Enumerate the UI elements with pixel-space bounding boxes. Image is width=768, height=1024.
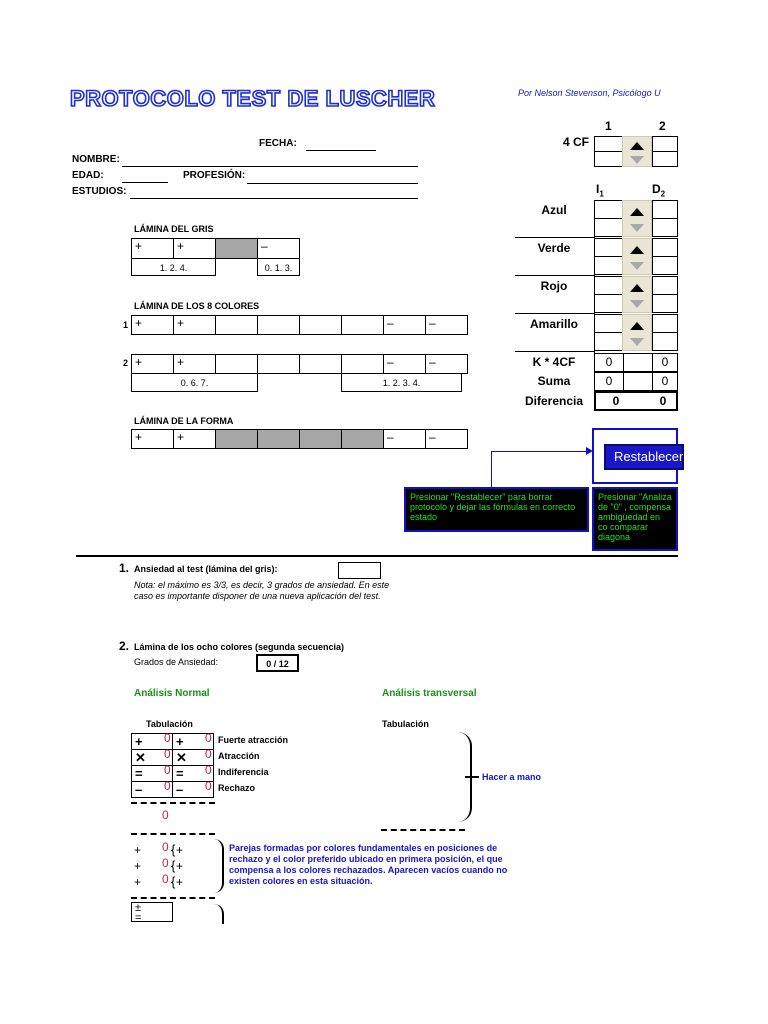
pair-brace-3: {: [171, 874, 176, 889]
color-cell-1a[interactable]: [594, 200, 624, 219]
dash-separator-1: [131, 802, 215, 804]
arrow-line-h: [491, 451, 591, 452]
color-cell-2d[interactable]: [652, 256, 678, 275]
page-title: PROTOCOLO TEST DE LUSCHER: [70, 86, 436, 111]
section1-result-box: [338, 562, 381, 579]
cf-cell-2a[interactable]: [652, 136, 678, 152]
col-header-2: 2: [659, 119, 666, 133]
color-label-1: Azul: [541, 203, 567, 217]
color-cell-1c[interactable]: [652, 200, 678, 219]
row1-index: 1: [123, 320, 129, 330]
lamina-gris-title: LÁMINA DEL GRIS: [134, 224, 214, 234]
section2-number: 2.: [119, 639, 130, 653]
gris-cell-gray: [215, 238, 258, 259]
edad-label: EDAD:: [72, 170, 104, 181]
spin-up-icon[interactable]: [630, 208, 644, 216]
k-value-1: 0: [594, 353, 624, 372]
forma-row-cell-8[interactable]: –: [425, 429, 468, 449]
forma-row-cell-1[interactable]: +: [131, 429, 174, 449]
nombre-label: NOMBRE:: [72, 154, 120, 165]
colores-row2-cell-1[interactable]: +: [131, 354, 174, 374]
forma-row-cell-6: [341, 429, 384, 449]
color-spinner-1[interactable]: [622, 200, 652, 237]
analisis-normal-label: Análisis Normal: [134, 688, 210, 699]
colores-row2-cell-6[interactable]: [341, 354, 384, 374]
colores-row2-cell-3[interactable]: [215, 354, 258, 374]
colores-row2-cell-5[interactable]: [299, 354, 342, 374]
restablecer-button[interactable]: Restablecer: [604, 444, 684, 470]
color-cell-3b[interactable]: [594, 294, 624, 313]
gris-cell-2[interactable]: +: [173, 238, 216, 259]
color-cell-2b[interactable]: [594, 256, 624, 275]
profesion-label: PROFESIÓN:: [183, 170, 246, 181]
tab-zero-b-3: 0: [205, 763, 212, 777]
brace-tip: [465, 776, 479, 778]
color-cell-2c[interactable]: [652, 238, 678, 257]
gris-cell-4[interactable]: –: [257, 238, 300, 259]
color-cell-3c[interactable]: [652, 276, 678, 295]
colores-row1-cell-3[interactable]: [215, 315, 258, 335]
tab-label-3: Indiferencia: [218, 767, 269, 777]
pair-plus-a-1: +: [134, 843, 142, 857]
k-spacer: [623, 353, 653, 372]
tab-sym-b-3: =: [172, 765, 214, 782]
color-cell-1b[interactable]: [594, 218, 624, 237]
spin-down-icon[interactable]: [630, 262, 644, 270]
i-sub: 1: [599, 189, 604, 199]
diferencia-value-1: 0: [612, 394, 620, 408]
brace-parejas: [214, 839, 224, 893]
pair-plus-a-3: +: [134, 875, 142, 889]
pair-zero-1: 0: [162, 840, 169, 854]
pair-plus-b-1: +: [176, 843, 184, 857]
dash-separator-3: [131, 897, 215, 899]
tab-sym-b-2: ✕: [172, 749, 214, 766]
dash-separator-transversal: [381, 829, 465, 831]
pair-brace-2: {: [171, 858, 176, 873]
cf-spinner[interactable]: [622, 136, 652, 167]
cf-label: 4 CF: [563, 135, 590, 149]
color-row-line-3: [515, 313, 594, 314]
tab-zero-b-4: 0: [205, 779, 212, 793]
tab-sym-a-3: =: [131, 765, 173, 782]
section1-title: Ansiedad al test (lámina del gris):: [134, 564, 278, 574]
i1-header: [596, 182, 604, 198]
spin-down-icon[interactable]: [630, 300, 644, 308]
pair-plus-b-3: +: [176, 875, 184, 889]
forma-row-cell-2[interactable]: +: [173, 429, 216, 449]
tab-label-2: Atracción: [218, 751, 260, 761]
plusminus-symbol: ±: [135, 902, 142, 914]
colores-result-right: 1. 2. 3. 4.: [341, 373, 462, 392]
spin-up-icon[interactable]: [630, 246, 644, 254]
tab-label-4: Rechazo: [218, 783, 256, 793]
colores-row1-cell-6[interactable]: [341, 315, 384, 335]
pair-plus-a-2: +: [134, 859, 142, 873]
colores-row2-cell-8[interactable]: –: [425, 354, 468, 374]
colores-row1-cell-5[interactable]: [299, 315, 342, 335]
colores-row2-cell-4[interactable]: [257, 354, 300, 374]
color-cell-4d[interactable]: [652, 332, 678, 351]
colores-row1-cell-2[interactable]: +: [173, 315, 216, 335]
forma-row-cell-5: [299, 429, 342, 449]
color-spinner-2[interactable]: [622, 238, 652, 275]
color-label-3: Rojo: [540, 279, 568, 293]
color-cell-4c[interactable]: [652, 314, 678, 333]
colores-row1-cell-4[interactable]: [257, 315, 300, 335]
colores-row1-cell-1[interactable]: +: [131, 315, 174, 335]
colores-row2-cell-2[interactable]: +: [173, 354, 216, 374]
parejas-note: Parejas formadas por colores fundamentales en posiciones de rechazo y el color preferido ubicado en primera posición, el que compensa a los colores rechazados. Aparecen vacíos cuando no existen colores en esta situación.: [229, 843, 508, 886]
forma-row-cell-3: [215, 429, 258, 449]
colores-row1-cell-7[interactable]: –: [383, 315, 426, 335]
section-divider: [76, 555, 678, 557]
section1-number: 1.: [119, 561, 130, 575]
color-cell-4b[interactable]: [594, 332, 624, 351]
tabulacion-transversal-label: Tabulación: [382, 719, 429, 729]
grados-label: Grados de Ansiedad:: [134, 657, 219, 667]
note-restablecer: Presionar "Restablecer" para borrar protocolo y dejar las fórmulas en correcto estado: [404, 487, 589, 532]
tab-sym-a-4: –: [131, 781, 173, 798]
tab-sym-a-2: ✕: [131, 749, 173, 766]
suma-spacer: [623, 372, 653, 391]
tab-zero-a-4: 0: [164, 779, 171, 793]
gris-result-left: 1. 2. 4.: [131, 258, 216, 276]
suma-label: Suma: [537, 374, 571, 388]
spin-down-icon[interactable]: [630, 156, 644, 164]
spin-up-icon[interactable]: [630, 142, 644, 150]
spin-up-icon[interactable]: [630, 322, 644, 330]
suma-value-2: 0: [652, 372, 678, 391]
color-spinner-3[interactable]: [622, 276, 652, 313]
color-row-line-4: [515, 351, 594, 352]
estudios-label: ESTUDIOS:: [72, 186, 127, 197]
cf-cell-1b[interactable]: [594, 151, 624, 167]
lamina-colores-title: LÁMINA DE LOS 8 COLORES: [134, 301, 260, 311]
color-label-2: Verde: [537, 241, 571, 255]
fecha-label: FECHA:: [259, 138, 297, 149]
arrow-line-v: [491, 451, 492, 488]
note-analizar: Presionar "Analiza de "0" , compensa ambigüedad en co comparar diagona: [592, 487, 678, 551]
spin-up-icon[interactable]: [630, 284, 644, 292]
author-credit: Por Nelson Stevenson, Psicólogo U: [518, 88, 661, 98]
equals-symbol: =: [135, 912, 142, 924]
color-cell-2a[interactable]: [594, 238, 624, 257]
edad-field[interactable]: [122, 172, 168, 183]
brace-bottom: [214, 904, 224, 924]
cf-cell-2b[interactable]: [652, 151, 678, 167]
restablecer-frame: [592, 428, 684, 484]
section1-note: Nota: el máximo es 3/3, es decir, 3 grados de ansiedad. En este caso es importante disponer de una nueva aplicación del test.: [134, 580, 390, 601]
colores-result-left: 0. 6. 7.: [131, 373, 258, 392]
pair-plus-b-2: +: [176, 859, 184, 873]
gris-cell-1[interactable]: +: [131, 238, 174, 259]
colores-row2-cell-7[interactable]: –: [383, 354, 426, 374]
color-cell-4a[interactable]: [594, 314, 624, 333]
tab-sym-a-1: +: [131, 733, 173, 750]
tab-label-1: Fuerte atracción: [218, 735, 289, 745]
tab-zero-b-1: 0: [205, 731, 212, 745]
grados-value: 0 / 12: [256, 654, 299, 672]
d-sub: 2: [660, 189, 666, 199]
colores-row1-cell-8[interactable]: –: [425, 315, 468, 335]
tab-zero-a-3: 0: [164, 763, 171, 777]
pair-brace-1: {: [171, 842, 176, 857]
tab-zero-b-2: 0: [205, 747, 212, 761]
forma-row-cell-7[interactable]: –: [383, 429, 426, 449]
k-value-2: 0: [652, 353, 678, 372]
profesion-field[interactable]: [247, 173, 418, 184]
analisis-transversal-label: Análisis transversal: [382, 688, 477, 699]
section2-title: Lámina de los ocho colores (segunda secuencia): [134, 642, 345, 652]
tabulacion-label: Tabulación: [146, 719, 193, 729]
plusminus-box: [131, 902, 173, 922]
diferencia-value-2: 0: [659, 394, 667, 408]
cf-cell-1a[interactable]: [594, 136, 624, 152]
forma-row-cell-4: [257, 429, 300, 449]
tab-sym-b-4: –: [172, 781, 214, 798]
diferencia-box: [594, 391, 678, 411]
estudios-field[interactable]: [130, 188, 418, 199]
lamina-forma-title: LÁMINA DE LA FORMA: [134, 416, 234, 426]
col-header-1: 1: [605, 119, 612, 133]
fecha-field[interactable]: [306, 140, 376, 151]
pair-zero-3: 0: [162, 872, 169, 886]
color-label-4: Amarillo: [529, 317, 578, 331]
pair-zero-2: 0: [162, 856, 169, 870]
spin-down-icon[interactable]: [630, 224, 644, 232]
tab-zero-a-2: 0: [164, 747, 171, 761]
i-label: I: [596, 182, 600, 196]
total-zero: 0: [162, 808, 169, 822]
color-cell-3d[interactable]: [652, 294, 678, 313]
color-row-line-2: [515, 275, 594, 276]
d-label: D: [652, 182, 661, 196]
gris-result-right: 0. 1. 3.: [257, 258, 300, 276]
nombre-field[interactable]: [122, 156, 418, 167]
dash-separator-2: [131, 833, 215, 835]
tab-zero-a-1: 0: [164, 731, 171, 745]
color-cell-3a[interactable]: [594, 276, 624, 295]
hacer-mano-label: Hacer a mano: [482, 772, 542, 782]
k-label: K * 4CF: [532, 355, 576, 369]
color-cell-1d[interactable]: [652, 218, 678, 237]
d2-header: [652, 182, 665, 198]
arrow-head-icon: [586, 447, 593, 455]
color-spinner-4[interactable]: [622, 314, 652, 351]
color-row-line-1: [515, 237, 594, 238]
diferencia-label: Diferencia: [524, 394, 584, 408]
spin-down-icon[interactable]: [630, 338, 644, 346]
color-grid-left: [594, 200, 595, 353]
tab-sym-b-1: +: [172, 733, 214, 750]
suma-value-1: 0: [594, 372, 624, 391]
row2-index: 2: [123, 358, 129, 368]
